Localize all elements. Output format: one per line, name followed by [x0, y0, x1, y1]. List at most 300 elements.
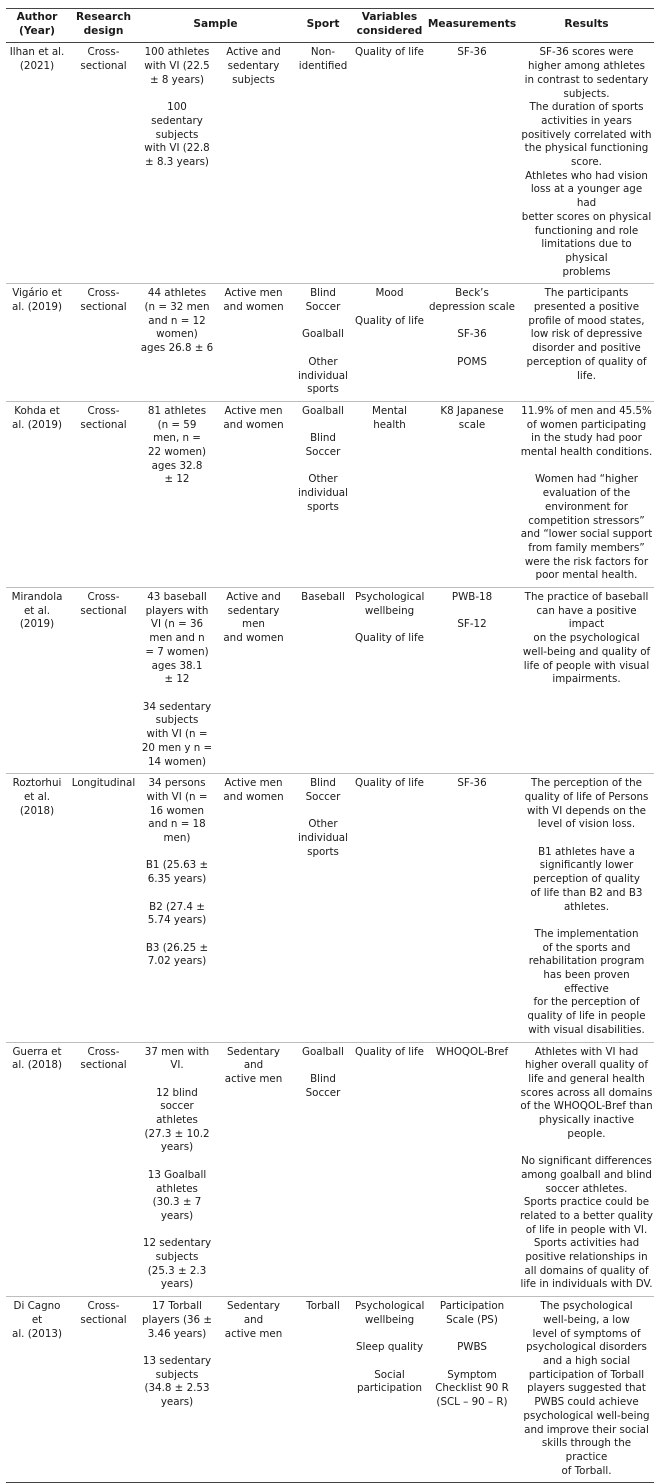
cell-line: Cross-	[87, 404, 120, 417]
cell-line: wellbeing	[364, 1313, 415, 1326]
cell-line: and women	[223, 301, 284, 314]
cell-line: Cross-	[87, 1045, 120, 1058]
cell-line: ± 12	[164, 673, 190, 686]
cell-line: The perception of the	[531, 777, 642, 790]
cell-measurements	[425, 43, 519, 284]
cell-line: 81 athletes	[147, 404, 207, 417]
cell-line: SF-12	[457, 618, 487, 631]
header-variables	[354, 9, 425, 43]
line-gap	[355, 301, 424, 315]
cell-line: Beck’s	[455, 287, 489, 300]
cell-line: Mental	[372, 404, 407, 417]
cell-line: profile of mood states,	[528, 314, 645, 327]
cell-line: scores across all domains	[520, 1086, 653, 1099]
cell-line: and n = 12	[148, 314, 206, 327]
cell-line: life and general health	[528, 1072, 645, 1085]
line-gap	[520, 832, 653, 846]
line-gap	[140, 1341, 214, 1355]
cell-line: Sleep quality	[355, 1341, 424, 1354]
cell-line: Roztorhui	[12, 777, 62, 790]
cell-line: active men	[224, 1327, 283, 1340]
cell-line: ages 26.8 ± 6	[140, 342, 214, 355]
line-gap	[426, 315, 518, 329]
cell-line: 13 sedentary	[142, 1354, 212, 1367]
cell-measurements	[425, 284, 519, 402]
cell-line: and women	[223, 790, 284, 803]
cell-line: Other	[308, 473, 338, 486]
cell-line: Other	[308, 818, 338, 831]
cell-line: poor mental health.	[535, 569, 638, 582]
cell-line: presented a positive	[533, 301, 640, 314]
cell-line: on the psychological	[533, 632, 640, 645]
cell-line: with VI depends on the	[527, 804, 646, 817]
cell-sample	[139, 401, 215, 587]
cell-line: participation of Torball	[528, 1368, 645, 1381]
cell-sample	[139, 284, 215, 402]
cell-measurements	[425, 1297, 519, 1483]
cell-line: Mood	[375, 287, 404, 300]
cell-line: and women	[223, 418, 284, 431]
cell-author	[6, 1042, 68, 1297]
cell-line: Cross-	[87, 1300, 120, 1313]
cell-line: limitations due to physical	[541, 238, 632, 264]
cell-line: Cross-	[87, 287, 120, 300]
cell-line: ± 8 years)	[149, 73, 205, 86]
cell-sport	[292, 43, 354, 284]
cell-sample-group	[215, 43, 292, 284]
cell-line: with VI (n =	[146, 728, 208, 741]
table-row	[6, 1042, 654, 1297]
line-gap	[426, 1355, 518, 1369]
cell-author	[6, 43, 68, 284]
header-line: Variables	[361, 11, 418, 23]
cell-line: Goalball	[301, 404, 345, 417]
cell-line: psychological well-being	[523, 1409, 650, 1422]
cell-line: SF-36 scores were	[539, 46, 634, 59]
cell-sport	[292, 774, 354, 1042]
line-gap	[140, 887, 214, 901]
cell-line: Psychological	[355, 1300, 425, 1313]
cell-line: life.	[577, 369, 596, 382]
cell-results	[519, 401, 654, 587]
cell-line: sedentary	[227, 60, 280, 73]
cell-line: positive relationships in	[525, 1251, 648, 1264]
cell-line: Women had “higher	[534, 473, 639, 486]
cell-line: 43 baseball	[147, 591, 207, 604]
cell-line: players with	[145, 604, 209, 617]
cell-line: individual	[298, 832, 348, 844]
cell-line: Other	[308, 355, 338, 368]
cell-sport	[292, 284, 354, 402]
cell-line: Quality of life	[355, 46, 424, 59]
cell-line: well-being and quality of	[522, 645, 651, 658]
cell-line: Non-	[310, 46, 336, 59]
cell-variables	[354, 1297, 425, 1483]
header-sample: Sample	[139, 9, 292, 43]
cell-author	[6, 588, 68, 774]
cell-line: 100	[167, 101, 187, 114]
cell-line: sectional	[80, 60, 127, 73]
cell-author	[6, 401, 68, 587]
cell-line: B1 athletes have a	[538, 845, 635, 858]
cell-line: Quality of life	[355, 632, 424, 645]
line-gap	[520, 460, 653, 474]
header-line: (Year)	[19, 24, 55, 37]
cell-line: K8 Japanese scale	[440, 404, 504, 431]
cell-line: higher among athletes	[527, 60, 646, 73]
cell-line: 34 sedentary	[142, 700, 212, 713]
cell-line: active men	[224, 1072, 283, 1085]
cell-line: 7.02 years)	[147, 955, 207, 968]
cell-line: sedentary	[151, 114, 203, 127]
line-gap	[293, 419, 353, 433]
cell-line: (25.3 ± 2.3	[147, 1264, 207, 1277]
cell-line: subjects	[155, 1251, 199, 1264]
cell-line: athletes.	[563, 900, 610, 913]
cell-line: Mirandola	[11, 591, 63, 604]
cell-line: athletes	[156, 1182, 198, 1195]
cell-line: 13 Goalball	[147, 1168, 207, 1181]
cell-line: subjects.	[563, 87, 610, 100]
cell-line: Torball	[306, 1300, 340, 1313]
cell-line: (27.3 ± 10.2	[144, 1127, 210, 1140]
header-row	[6, 9, 654, 43]
cell-line: men, n =	[153, 432, 201, 445]
line-gap	[520, 914, 653, 928]
line-gap	[355, 1355, 424, 1369]
header-line: design	[83, 24, 124, 37]
cell-line: psychological disorders	[526, 1341, 647, 1354]
cell-sample	[139, 43, 215, 284]
cell-line: positively correlated with	[521, 128, 652, 141]
cell-line: PWBS could achieve	[534, 1396, 639, 1409]
cell-variables	[354, 43, 425, 284]
cell-line: depression scale	[429, 301, 515, 314]
cell-line: (n = 32 men	[144, 301, 210, 314]
cell-results	[519, 1042, 654, 1297]
cell-line: Blind	[310, 777, 336, 790]
cell-line: has been proven effective	[543, 969, 630, 995]
cell-line: et al. (2019)	[19, 604, 55, 631]
cell-line: al. (2019)	[12, 301, 62, 314]
cell-line: impairments.	[552, 673, 621, 686]
studies-table	[6, 8, 654, 1483]
cell-line: SF-36	[457, 46, 487, 59]
line-gap	[355, 618, 424, 632]
table-row	[6, 774, 654, 1042]
cell-line: sports	[307, 845, 339, 858]
cell-line: of life than B2 and B3	[530, 886, 643, 899]
cell-sport	[292, 588, 354, 774]
cell-line: Sports activities had	[533, 1237, 640, 1250]
table-row	[6, 588, 654, 774]
line-gap	[140, 928, 214, 942]
cell-research-design	[68, 1297, 139, 1483]
cell-line: Soccer	[305, 790, 341, 803]
cell-line: 11.9% of men and 45.5%	[521, 404, 652, 417]
cell-line: perception of quality	[533, 873, 640, 886]
cell-line: activities in years	[541, 114, 632, 127]
cell-line: in contrast to sedentary	[524, 73, 649, 86]
cell-line: Kohda et	[14, 404, 60, 417]
cell-research-design	[68, 1042, 139, 1297]
cell-line: ages 32.8	[151, 459, 203, 472]
cell-line: can have a positive impact	[536, 604, 637, 631]
line-gap	[293, 805, 353, 819]
cell-line: Guerra et	[12, 1045, 62, 1058]
cell-line: 20 men y n =	[141, 741, 213, 754]
cell-line: Blind	[310, 287, 336, 300]
cell-line: B2 (27.4 ±	[149, 900, 205, 913]
cell-line: The practice of baseball	[524, 591, 649, 604]
cell-line: Soccer	[305, 301, 341, 314]
header-line: Research	[75, 11, 132, 23]
cell-sample-group	[215, 774, 292, 1042]
cell-line: well-being, a low	[543, 1313, 630, 1326]
cell-line: individual	[298, 487, 348, 500]
cell-line: better scores on physical	[521, 210, 652, 223]
cell-line: VI (n = 36	[150, 618, 204, 631]
cell-line: wellbeing	[364, 604, 415, 617]
cell-research-design	[68, 43, 139, 284]
cell-line: 37 men with	[144, 1045, 210, 1058]
cell-line: 22 women)	[147, 446, 206, 459]
cell-line: Athletes with VI had	[534, 1045, 639, 1058]
cell-measurements	[425, 774, 519, 1042]
cell-line: level of vision loss.	[537, 818, 636, 831]
line-gap	[293, 460, 353, 474]
cell-line: Blind	[310, 1072, 336, 1085]
cell-measurements	[425, 1042, 519, 1297]
cell-line: sectional	[80, 1313, 127, 1326]
cell-variables	[354, 774, 425, 1042]
cell-line: ages 38.1	[151, 659, 203, 672]
cell-line: players suggested that	[527, 1382, 646, 1395]
cell-variables	[354, 284, 425, 402]
cell-variables	[354, 401, 425, 587]
cell-line: Quality of life	[355, 1045, 424, 1058]
header-line: considered	[356, 24, 423, 37]
line-gap	[520, 1141, 653, 1155]
cell-line: and women	[223, 632, 284, 645]
cell-line: score.	[571, 156, 602, 169]
cell-research-design	[68, 588, 139, 774]
cell-line: with VI (22.8	[144, 142, 210, 155]
cell-sample-group	[215, 401, 292, 587]
cell-sample	[139, 774, 215, 1042]
cell-line: Longitudinal	[71, 777, 136, 790]
cell-line: 5.74 years)	[147, 914, 207, 927]
cell-line: all domains of quality of	[524, 1264, 649, 1277]
cell-line: subjects	[232, 73, 275, 86]
header-research-design	[68, 9, 139, 43]
cell-line: for the perception of	[533, 996, 640, 1009]
cell-line: 3.46 years)	[147, 1327, 207, 1340]
cell-line: environment for	[544, 500, 628, 513]
cell-line: of Torball.	[561, 1464, 612, 1477]
cell-line: Cross-	[87, 46, 120, 59]
line-gap	[355, 1328, 424, 1342]
cell-line: VI.	[170, 1059, 184, 1072]
cell-line: Active men	[224, 404, 283, 417]
cell-line: life of people with visual	[523, 659, 650, 672]
cell-line: individual	[298, 369, 348, 382]
line-gap	[140, 1224, 214, 1238]
cell-author	[6, 1297, 68, 1483]
cell-line: 12 blind	[156, 1086, 198, 1099]
cell-line: Goalball	[301, 1045, 345, 1058]
cell-line: sports	[307, 500, 339, 513]
cell-line: level of symptoms of	[532, 1327, 641, 1340]
cell-line: perception of quality of	[526, 355, 647, 368]
cell-variables	[354, 1042, 425, 1297]
cell-sample-group	[215, 1042, 292, 1297]
cell-line: athletes	[156, 1114, 198, 1127]
cell-sample-group	[215, 284, 292, 402]
cell-line: The duration of sports	[529, 101, 644, 114]
cell-line: years)	[160, 1141, 194, 1154]
cell-line: Sedentary and	[227, 1300, 280, 1326]
cell-line: = 7 women)	[145, 645, 209, 658]
cell-line: Vigário et	[12, 287, 62, 300]
cell-line: 14 women)	[147, 755, 206, 768]
cell-results	[519, 774, 654, 1042]
cell-sample	[139, 1042, 215, 1297]
cell-line: Cross-	[87, 591, 120, 604]
cell-research-design	[68, 284, 139, 402]
cell-line: disorder and positive	[532, 342, 641, 355]
cell-line: al. (2018)	[12, 1059, 62, 1072]
cell-measurements	[425, 588, 519, 774]
line-gap	[293, 1059, 353, 1073]
cell-sample	[139, 1297, 215, 1483]
cell-line: and “lower social support	[520, 528, 653, 541]
cell-results	[519, 1297, 654, 1483]
header-sport: Sport	[292, 9, 354, 43]
cell-line: 6.35 years)	[147, 873, 207, 886]
cell-line: (2021)	[19, 60, 55, 73]
cell-sample-group	[215, 588, 292, 774]
cell-line: among goalball and blind	[521, 1168, 652, 1181]
line-gap	[426, 605, 518, 619]
cell-line: soccer athletes.	[545, 1182, 628, 1195]
cell-line: WHOQOL-Bref	[435, 1045, 509, 1058]
cell-line: Sedentary and	[227, 1045, 280, 1072]
cell-line: mental health conditions.	[520, 446, 653, 459]
cell-line: Athletes who had vision	[525, 169, 648, 182]
cell-line: were the risk factors for	[524, 555, 649, 568]
table-row	[6, 1297, 654, 1483]
cell-results	[519, 588, 654, 774]
line-gap	[140, 88, 214, 102]
cell-line: The participants	[544, 287, 629, 300]
cell-line: Checklist 90 R	[435, 1382, 509, 1395]
cell-line: identified	[298, 60, 348, 73]
cell-results	[519, 43, 654, 284]
cell-line: soccer	[160, 1100, 194, 1113]
line-gap	[140, 846, 214, 860]
cell-line: of the WHOQOL-Bref than	[520, 1100, 653, 1113]
cell-line: quality of life in people	[527, 1010, 646, 1023]
cell-research-design	[68, 401, 139, 587]
cell-author	[6, 284, 68, 402]
cell-line: players (36 ±	[141, 1313, 213, 1326]
cell-line: evaluation of the	[542, 487, 631, 500]
cell-line: Active men	[224, 287, 283, 300]
cell-line: sectional	[80, 604, 127, 617]
cell-line: 44 athletes	[147, 287, 207, 300]
cell-line: No significant differences	[521, 1155, 652, 1168]
cell-line: of the sports and	[542, 941, 631, 954]
cell-line: health	[373, 418, 406, 431]
cell-line: Scale (PS)	[446, 1313, 498, 1326]
cell-author	[6, 774, 68, 1042]
cell-sample-group	[215, 1297, 292, 1483]
line-gap	[293, 342, 353, 356]
cell-line: sectional	[80, 418, 127, 431]
cell-line: The implementation	[534, 927, 639, 940]
cell-line: al. (2013)	[12, 1327, 62, 1340]
cell-line: years)	[160, 1209, 194, 1222]
cell-line: Blind	[310, 432, 336, 445]
cell-line: years)	[160, 1396, 194, 1409]
cell-line: B3 (26.25 ±	[145, 941, 209, 954]
cell-line: with visual disabilities.	[528, 1023, 645, 1036]
cell-line: Participation	[439, 1300, 505, 1313]
cell-line: of women participating	[526, 418, 647, 431]
cell-line: 34 persons	[148, 777, 206, 790]
cell-line: with VI (n =	[146, 790, 208, 803]
cell-sport	[292, 401, 354, 587]
cell-line: 12 sedentary	[142, 1237, 212, 1250]
cell-line: Symptom	[447, 1368, 497, 1381]
cell-line: quality of life of Persons	[524, 790, 649, 803]
cell-line: 17 Torball	[151, 1300, 203, 1313]
cell-line: ± 8.3 years)	[145, 156, 209, 169]
cell-results	[519, 284, 654, 402]
cell-line: The psychological	[540, 1300, 633, 1313]
table-row	[6, 43, 654, 284]
cell-line: (34.8 ± 2.53	[144, 1382, 210, 1395]
cell-line: significantly lower	[539, 859, 634, 872]
cell-line: B1 (25.63 ±	[145, 859, 209, 872]
cell-research-design	[68, 774, 139, 1042]
cell-line: and n = 18	[148, 818, 206, 831]
cell-line: participation	[356, 1382, 423, 1395]
cell-line: subjects	[155, 714, 199, 727]
cell-line: 16 women	[150, 804, 204, 817]
cell-line: men and n	[149, 632, 205, 645]
cell-line: subjects	[155, 1368, 199, 1381]
cell-sport	[292, 1297, 354, 1483]
cell-line: POMS	[457, 355, 487, 368]
cell-line: physically inactive people.	[538, 1114, 635, 1140]
cell-line: loss at a younger age had	[530, 183, 643, 210]
cell-line: (SCL – 90 – R)	[436, 1396, 508, 1409]
cell-line: 100 athletes	[144, 46, 210, 59]
cell-line: competition stressors”	[528, 514, 645, 527]
cell-line: subjects	[155, 128, 199, 141]
cell-line: and improve their social	[524, 1423, 649, 1436]
table-body	[6, 43, 654, 1483]
cell-line: life in individuals with DV.	[520, 1278, 653, 1291]
cell-line: PWB-18	[451, 591, 493, 604]
cell-line: years)	[160, 1278, 194, 1291]
cell-line: et al. (2018)	[19, 790, 55, 817]
cell-line: low risk of depressive	[530, 328, 643, 341]
line-gap	[140, 687, 214, 701]
cell-sample	[139, 588, 215, 774]
